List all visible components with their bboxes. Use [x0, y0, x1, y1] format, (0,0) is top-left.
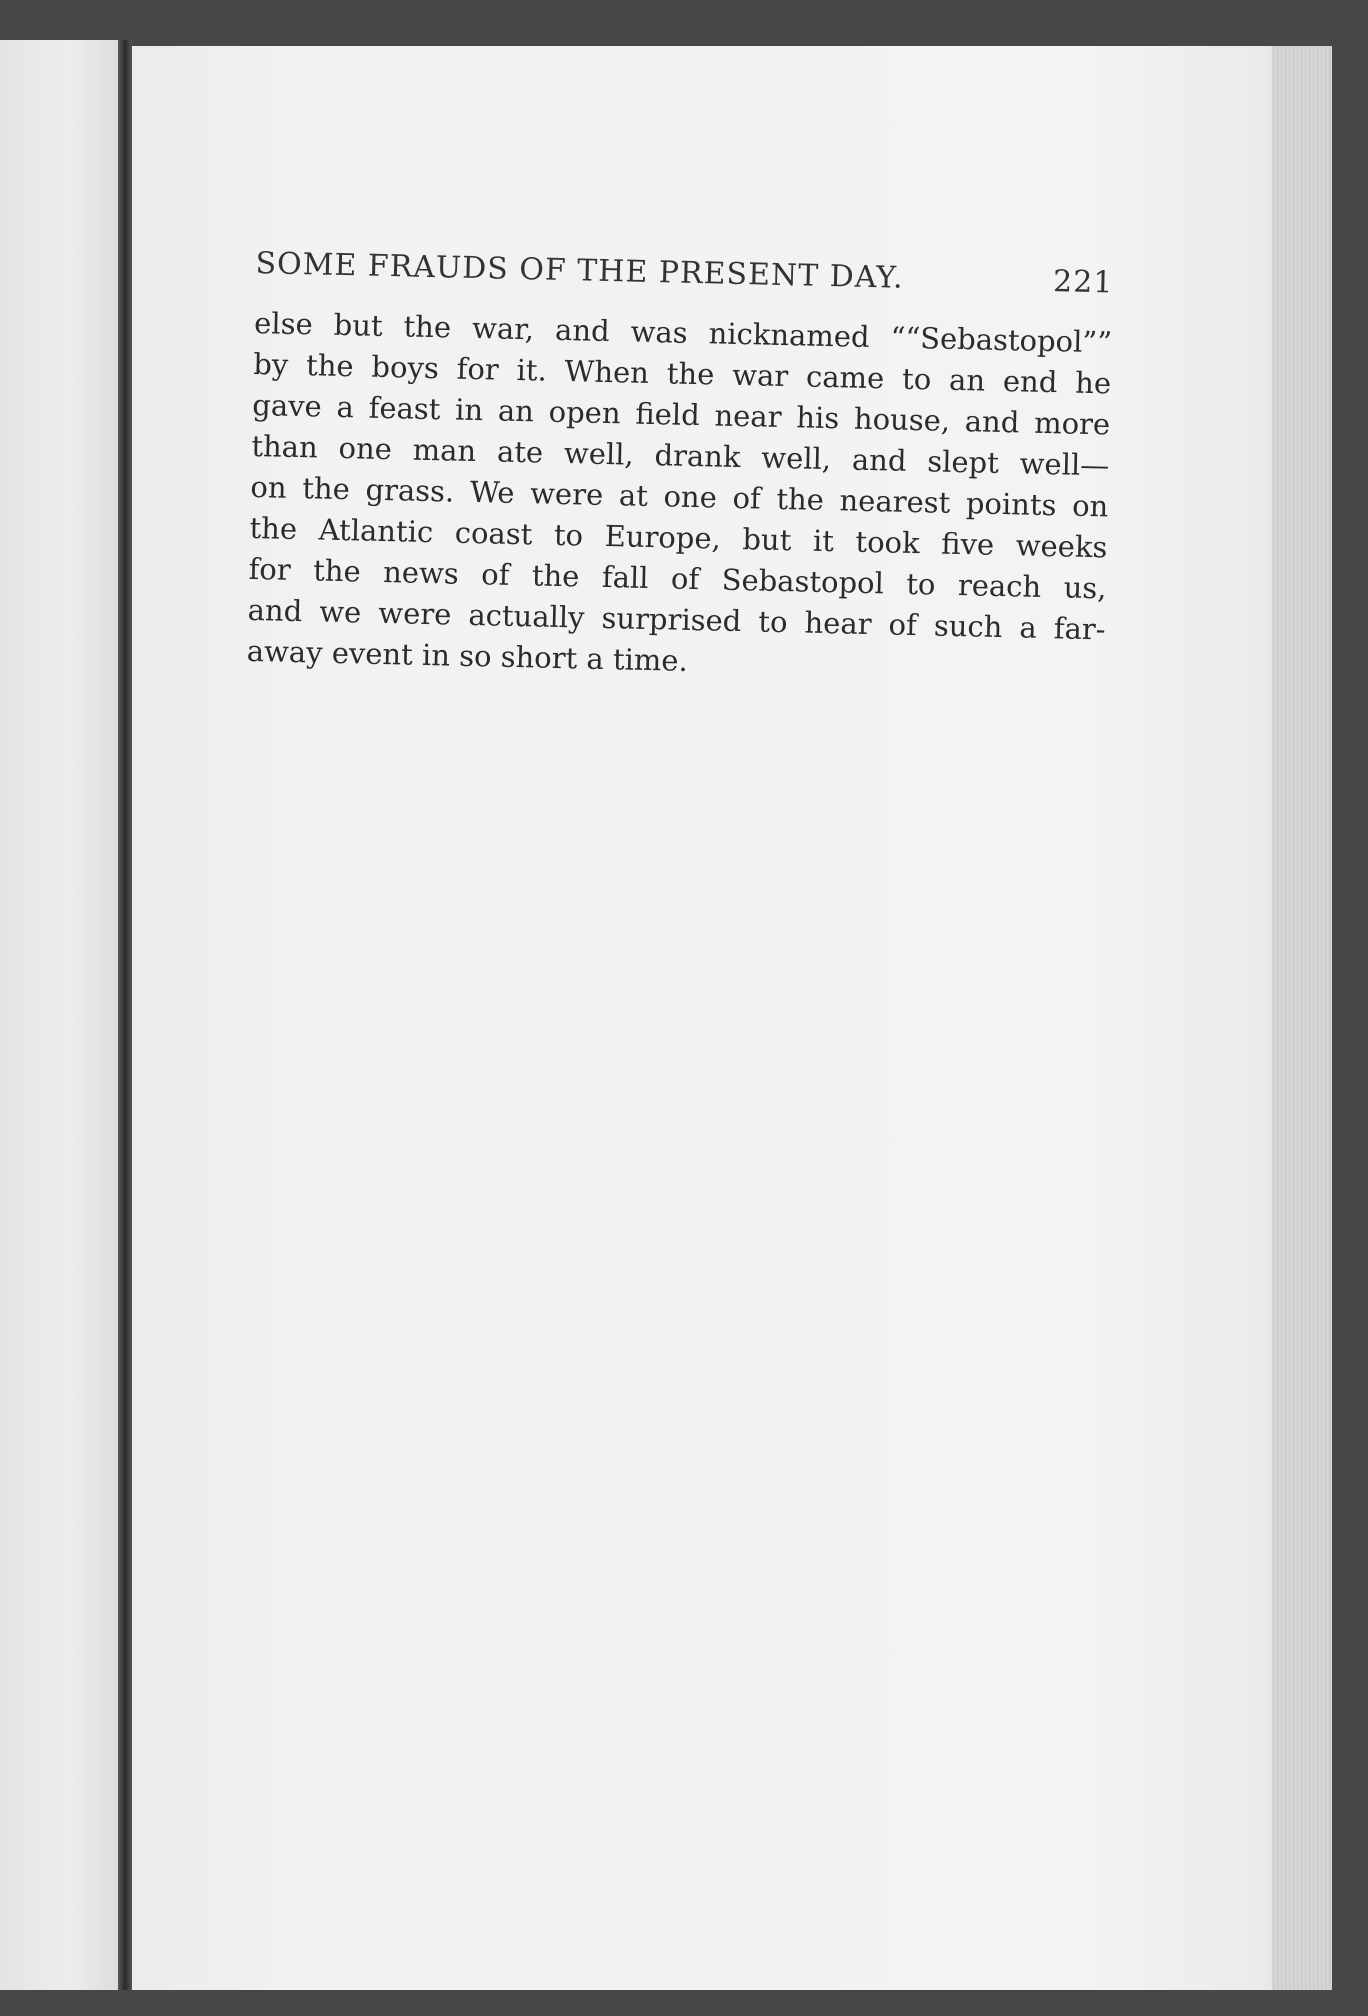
text-line: on the grass. We were at one of the nearest points on [250, 469, 1109, 524]
running-head-title: SOME FRAUDS OF THE PRESENT DAY. [255, 246, 905, 296]
right-page [132, 46, 1332, 1990]
body-paragraph [246, 303, 1112, 691]
text-line: gave a feast in an open field near his house, and more [252, 387, 1111, 442]
page-content [246, 246, 1113, 691]
text-line: else but the war, and was nicknamed ““Sebastopol”” [253, 305, 1113, 360]
text-line: and we were actually surprised to hear of such a far- [247, 592, 1106, 647]
text-line: the Atlantic coast to Europe, but it took five weeks [249, 510, 1108, 565]
text-line: than one man ate well, drank well, and slept well— [251, 428, 1110, 483]
book-gutter [118, 40, 132, 1990]
page-fore-edge [1272, 46, 1332, 1990]
text-line: by the boys for it. When the war came to an end he [252, 346, 1112, 401]
left-page-edge [0, 40, 120, 1990]
text-line: for the news of the fall of Sebastopol to reach us, [248, 551, 1107, 606]
page-number: 221 [1052, 264, 1114, 301]
running-head [255, 246, 1114, 300]
text-line: away event in so short a time. [246, 633, 689, 678]
